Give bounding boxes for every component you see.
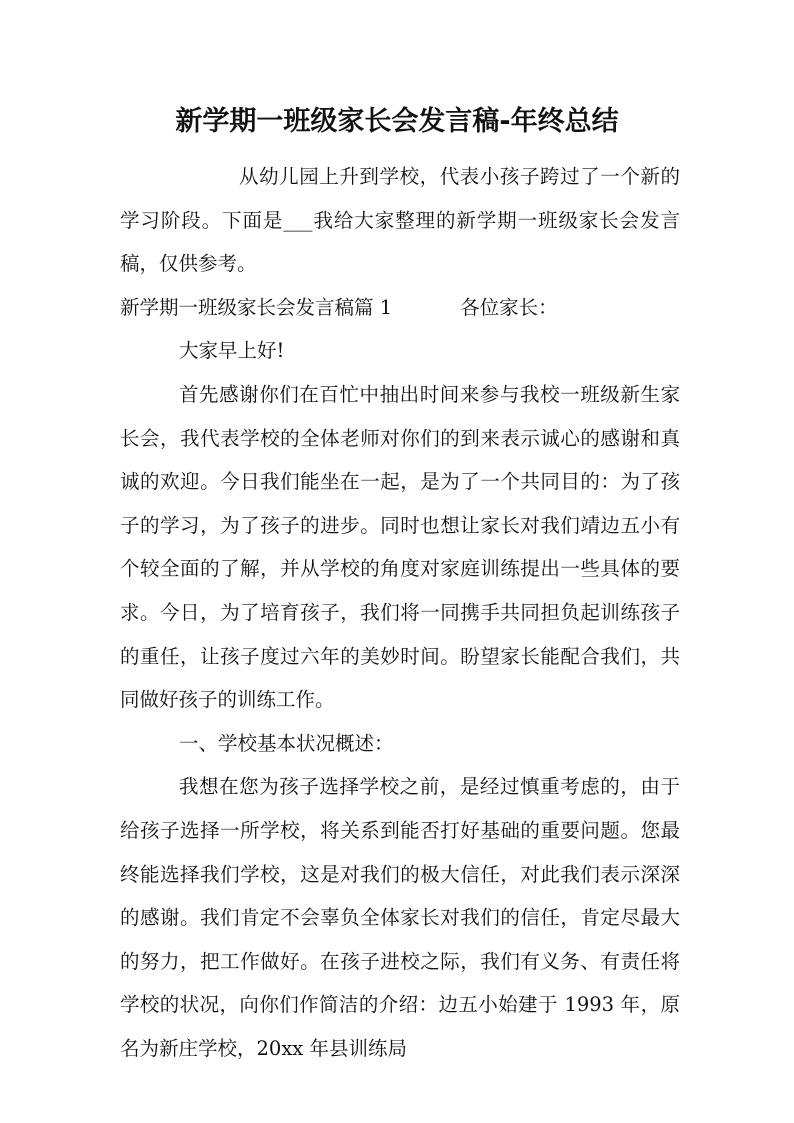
subheading: 一、学校基本状况概述： bbox=[179, 731, 394, 755]
section-heading-line bbox=[120, 286, 680, 330]
intro-paragraph: 从幼儿园上升到学校，代表小孩子跨过了一个新的学习阶段。下面是___我给大家整理的新学期一班级家长会发言稿，仅供参考。 bbox=[120, 165, 680, 276]
greeting: 大家早上好! bbox=[179, 339, 285, 363]
section-heading: 新学期一班级家长会发言稿篇 1 bbox=[120, 295, 393, 319]
document-title: 新学期一班级家长会发言稿-年终总结 bbox=[175, 106, 619, 137]
salutation: 各位家长： bbox=[460, 295, 558, 319]
body-paragraph: 首先感谢你们在百忙中抽出时间来参与我校一班级新生家长会，我代表学校的全体老师对你们的到来表示诚心的感谢和真诚的欢迎。今日我们能坐在一起，是为了一个共同目的：为了孩子的学习，为了孩子的进步。同时也想让家长对我们靖边五小有个较全面的了解，并从学校的角度对家庭训练提出一些具体的要求。今日，为了培育孩子，我们将一同携手共同担负起训练孩子的重任，让孩子度过六年的美妙时间。盼望家长能配合我们，共同做好孩子的训练工作。 bbox=[120, 382, 680, 712]
body-paragraph: 我想在您为孩子选择学校之前，是经过慎重考虑的，由于给孩子选择一所学校，将关系到能否打好基础的重要问题。您最终能选择我们学校，这是对我们的极大信任，对此我们表示深深的感谢。我们肯定不会辜负全体家长对我们的信任，肯定尽最大的努力，把工作做好。在孩子进校之际，我们有义务、有责任将学校的状况，向你们作简洁的介绍：边五小始建于 1993 年，原名为新庄学校，20xx 年县训练局 bbox=[120, 775, 680, 1060]
document-body bbox=[120, 155, 680, 1070]
